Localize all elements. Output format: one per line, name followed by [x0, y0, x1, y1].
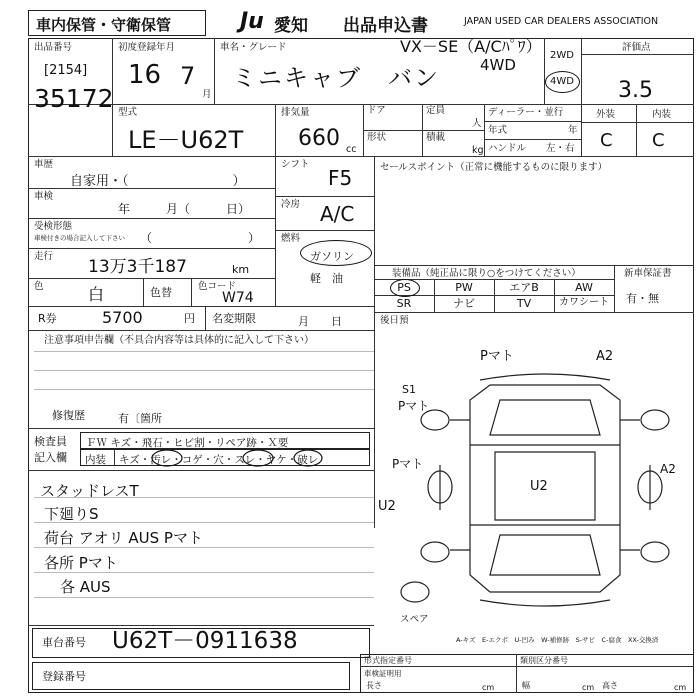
- accept-value: （ ）: [140, 231, 261, 245]
- color-code-value: W74: [222, 290, 254, 306]
- fuel-diesel: 軽 油: [310, 272, 343, 285]
- displacement-value: 660: [298, 126, 340, 151]
- drive-2wd: 2WD: [550, 50, 574, 61]
- capacity-label: 定員: [426, 105, 446, 116]
- year-label: 年式: [488, 125, 508, 136]
- color-value: 白: [88, 285, 105, 304]
- recycle-unit: 円: [184, 312, 195, 325]
- accept-note: 車検付きの場合記入して下さい: [34, 234, 125, 242]
- history-value: 自家用・（ ）: [70, 174, 246, 189]
- damage-legend: A-キズ E-エクボ U-凹み W-補修跡 S-サビ C-腐食 XX-交換済: [456, 636, 659, 644]
- note-line-5: 各 AUS: [60, 578, 111, 596]
- cert-label: 車検証明用: [364, 669, 402, 678]
- inspector-label: 検査員: [34, 435, 67, 448]
- note-line-2: 下廻りS: [44, 505, 99, 523]
- note-line-1: スタッドレスT: [40, 482, 139, 500]
- interior-label: 内装: [652, 109, 672, 120]
- score-label: 評価点: [622, 42, 651, 53]
- ju-logo: Ju: [240, 9, 264, 34]
- repair-history-value: 有〔箇所: [118, 412, 162, 425]
- height-unit: cm: [674, 683, 687, 692]
- equip-navi: ナビ: [453, 297, 475, 310]
- drive-4wd-circle: [545, 71, 580, 93]
- interior-row: キズ・汚レ・コゲ・穴・スレ・ヤケ・破レ: [119, 454, 319, 466]
- damage-mark-left-u2: U2: [378, 499, 396, 514]
- year-unit: 年: [568, 125, 578, 136]
- model-value: LE－U62T: [128, 126, 244, 154]
- ac-label: 冷房: [281, 199, 301, 210]
- note-line-4: 各所 Pマト: [44, 554, 118, 572]
- lot-number: 35172: [34, 84, 114, 113]
- fuel-label: 燃料: [281, 233, 301, 244]
- damage-mark-center-u2: U2: [530, 479, 548, 494]
- equipment-label: 装備品（純正品に限り○をつけてください）: [392, 268, 581, 279]
- door-label: ドア: [367, 105, 386, 116]
- model-label: 型式: [118, 107, 138, 118]
- reg-number-label: 登録番号: [42, 670, 86, 683]
- repaint-label: 色替: [150, 286, 172, 299]
- color-code-label: 色コード: [198, 281, 237, 292]
- lot-sub-number: [2154]: [44, 63, 88, 78]
- damage-mark-left-s1: S1: [402, 383, 416, 396]
- shift-value: F5: [328, 166, 353, 190]
- displacement-unit: cc: [346, 144, 357, 155]
- length-unit: cm: [482, 683, 495, 692]
- logo-region: 愛知: [274, 16, 308, 36]
- note-line-3: 荷台 アオリ AUS Pマト: [44, 529, 203, 547]
- car-drive: 4WD: [480, 56, 516, 74]
- equip-pw: PW: [455, 281, 473, 294]
- name-change-label: 名変期限: [212, 312, 256, 325]
- interior-row-marks: [80, 446, 370, 470]
- storage-notice: 車内保管・守衛保管: [36, 16, 172, 34]
- registration-month-unit: 月: [202, 89, 212, 100]
- notes-label: 注意事項申告欄（不具合内容等は具体的に記入して下さい）: [44, 335, 314, 346]
- damage-mark-front-a2: A2: [596, 349, 614, 364]
- registration-year: 16: [128, 60, 162, 90]
- interior-grade: C: [652, 130, 665, 151]
- accept-label: 受検形態: [34, 221, 73, 232]
- exterior-grade: C: [600, 130, 613, 151]
- load-label: 積載: [426, 132, 446, 143]
- equip-leather: カワシート: [559, 297, 609, 308]
- doc-title: 出品申込書: [343, 16, 428, 36]
- equip-tv: TV: [516, 297, 532, 310]
- equip-airbag: エアB: [509, 281, 539, 294]
- height-label: 高さ: [602, 681, 618, 690]
- color-label: 色: [34, 281, 44, 292]
- ac-value: A/C: [320, 202, 355, 226]
- warranty-label: 新車保証書: [624, 268, 672, 279]
- shift-label: シフト: [281, 159, 310, 170]
- name-change-value: 月 日: [298, 315, 342, 328]
- damage-mark-side-pmato: Pマト: [392, 457, 424, 471]
- registration-month: 7: [180, 62, 196, 90]
- equip-aw: AW: [575, 281, 593, 294]
- equip-sr: SR: [396, 297, 412, 310]
- fw-row: ＦＷ キズ・飛石・ヒビ割・リペア跡・Ｘ要: [86, 437, 289, 449]
- drive-4wd: 4WD: [550, 76, 574, 87]
- fuel-gasoline-circle: [300, 240, 372, 266]
- load-unit: kg: [472, 145, 484, 156]
- recycle-value: 5700: [102, 308, 143, 327]
- entry-label: 記入欄: [34, 451, 67, 464]
- inspection-label: 車検: [34, 191, 54, 202]
- handle-label: ハンドル: [488, 143, 527, 154]
- equip-ps-circle: [390, 279, 420, 297]
- recycle-label: R券: [38, 312, 57, 325]
- displacement-label: 排気量: [281, 107, 310, 118]
- width-unit: cm: [582, 683, 595, 692]
- dealer-label: ディーラー・並行: [488, 107, 564, 118]
- chassis-label: 車台番号: [42, 636, 86, 649]
- score-value: 3.5: [618, 78, 653, 103]
- spare-label: スペア: [400, 614, 429, 625]
- mileage-value: 13万3千187: [88, 257, 187, 277]
- handle-options: 左・右: [546, 143, 575, 154]
- damage-mark-front-pmato: Pマト: [480, 349, 514, 364]
- fuel-gasoline: ガソリン: [310, 250, 354, 263]
- equip-ps: PS: [397, 281, 411, 294]
- mileage-unit: km: [232, 263, 250, 276]
- width-label: 幅: [522, 681, 530, 690]
- exterior-label: 外装: [596, 109, 616, 120]
- length-label: 長さ: [366, 681, 382, 690]
- damage-mark-right-a2: A2: [660, 462, 676, 476]
- inspection-value: 年 月（ 日）: [118, 202, 251, 216]
- history-label: 車歴: [34, 159, 54, 170]
- chassis-number: U62T－0911638: [112, 628, 298, 654]
- rear-deposit-label: 後日預: [380, 315, 409, 326]
- interior-row-label: 内装: [85, 454, 106, 466]
- damage-mark-left-pmato: Pマト: [398, 399, 430, 413]
- form-number-label: 形式指定番号: [364, 656, 412, 665]
- mileage-label: 走行: [34, 251, 54, 262]
- sales-point-label: セールスポイント（正常に機能するものに限ります）: [380, 162, 608, 173]
- repair-history-label: 修復歴: [52, 409, 85, 422]
- shape-label: 形状: [367, 132, 387, 143]
- car-name-label: 車名・グレード: [220, 42, 287, 53]
- car-name: ミニキャブ バン: [232, 64, 440, 92]
- capacity-unit: 人: [472, 118, 482, 129]
- registration-label: 初度登録年月: [118, 42, 176, 53]
- lot-label: 出品番号: [34, 42, 73, 53]
- class-number-label: 類別区分番号: [520, 656, 568, 665]
- warranty-value: 有・無: [626, 292, 659, 305]
- association-name: JAPAN USED CAR DEALERS ASSOCIATION: [464, 16, 659, 27]
- car-grade: VX－SE（A/Cﾊﾟﾜ）: [400, 37, 542, 56]
